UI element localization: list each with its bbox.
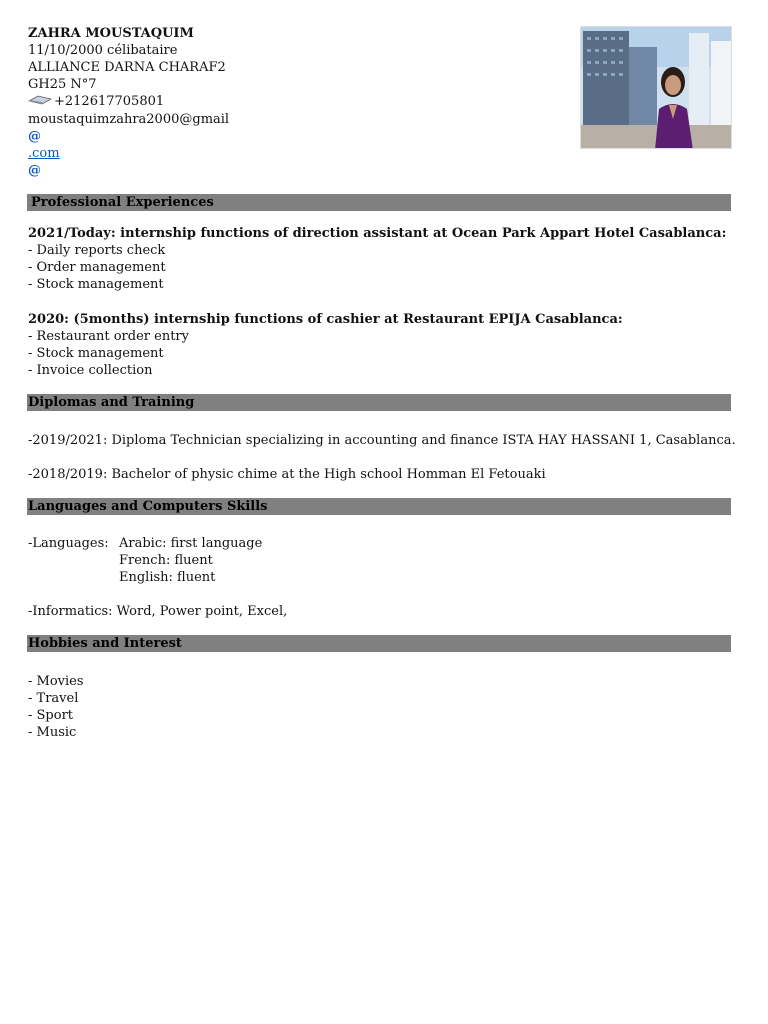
hobby-item: - Sport: [28, 708, 74, 723]
section-header-diplomas: Diplomas and Training: [27, 394, 731, 411]
job-1-heading: 2021/Today: internship functions of direction assistant at Ocean Park Appart Hotel Casablanca:: [28, 226, 727, 241]
profile-photo: [580, 26, 732, 149]
email-part-1: moustaquimzahra2000@gmail: [28, 112, 230, 127]
language-item: Arabic: first language: [119, 536, 263, 551]
birth-status: 11/10/2000 célibataire: [28, 43, 178, 58]
job-2-task: - Invoice collection: [28, 363, 153, 378]
job-1-task: - Order management: [28, 260, 166, 275]
hobby-item: - Music: [28, 725, 77, 740]
languages-label: -Languages:: [28, 536, 109, 551]
address-line-2: GH25 N°7: [28, 77, 97, 92]
section-header-hobbies: Hobbies and Interest: [27, 635, 731, 652]
diploma-item: -2019/2021: Diploma Technician specializing in accounting and finance ISTA HAY HASSANI 1, Casablanca.: [28, 433, 736, 448]
job-1-task: - Stock management: [28, 277, 164, 292]
language-item: English: fluent: [119, 570, 216, 585]
job-2-task: - Stock management: [28, 346, 164, 361]
phone-icon: [28, 93, 52, 110]
email-at-symbol: @: [28, 129, 41, 144]
phone-row: [28, 93, 164, 110]
address-line-1: ALLIANCE DARNA CHARAF2: [28, 60, 226, 75]
informatics-skills: -Informatics: Word, Power point, Excel,: [28, 604, 288, 619]
hobby-item: - Travel: [28, 691, 79, 706]
job-2-heading: 2020: (5months) internship functions of cashier at Restaurant EPIJA Casablanca:: [28, 312, 623, 327]
job-2-task: - Restaurant order entry: [28, 329, 189, 344]
section-header-languages: Languages and Computers Skills: [27, 498, 731, 515]
email-domain-link[interactable]: .com: [28, 146, 60, 161]
language-item: French: fluent: [119, 553, 213, 568]
job-1-task: - Daily reports check: [28, 243, 166, 258]
hobby-item: - Movies: [28, 674, 84, 689]
candidate-name: ZAHRA MOUSTAQUIM: [28, 26, 194, 41]
phone-number: +212617705801: [54, 94, 165, 109]
diploma-item: -2018/2019: Bachelor of physic chime at the High school Homman El Fetouaki: [28, 467, 546, 482]
section-header-experience: Professional Experiences: [27, 194, 731, 211]
email-at-symbol-2: @: [28, 163, 41, 178]
